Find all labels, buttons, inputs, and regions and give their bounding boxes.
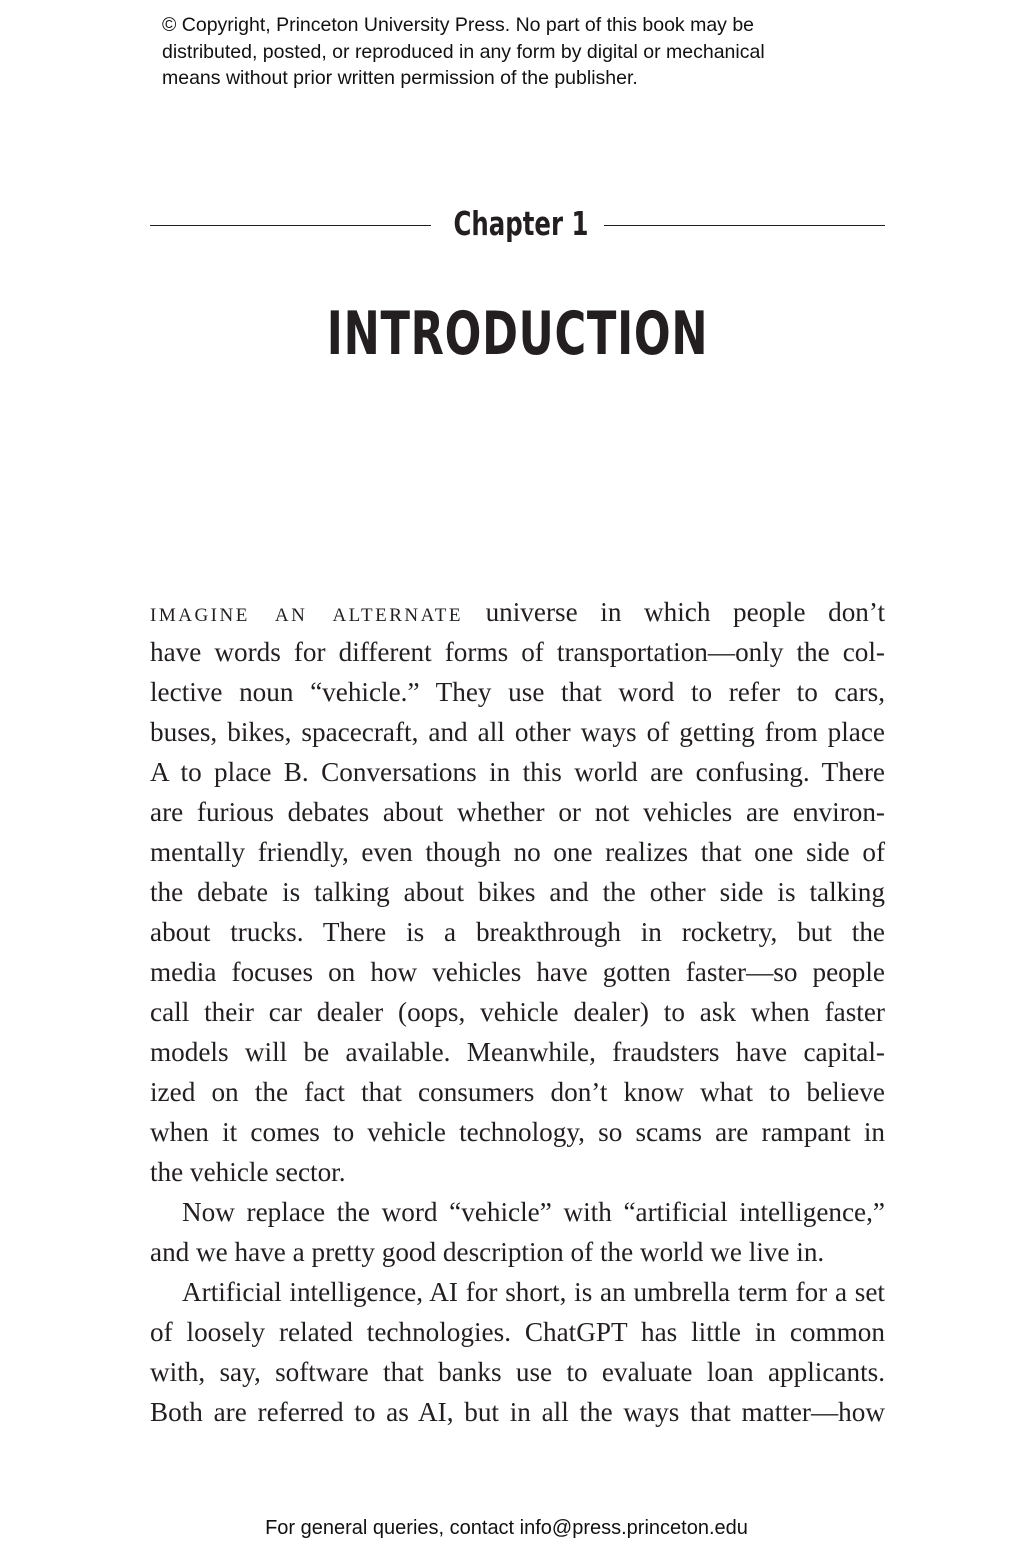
paragraph-line: Artificial intelligence, AI for short, is an umbrella term for a set bbox=[182, 1277, 885, 1307]
paragraph-line: Both are referred to as AI, but in all the ways that matter—how bbox=[150, 1397, 885, 1427]
paragraph-line bbox=[150, 592, 885, 632]
paragraph-3 bbox=[150, 1272, 885, 1432]
paragraph-line: about trucks. There is a breakthrough in rocketry, but the bbox=[150, 917, 885, 947]
paragraph-line: have words for different forms of transportation—only the col- bbox=[150, 637, 885, 667]
paragraph-line: A to place B. Conversations in this world are confusing. There bbox=[150, 757, 885, 787]
lead-in-small-caps: imagine an alternate bbox=[150, 597, 463, 627]
chapter-body bbox=[150, 592, 885, 1432]
paragraph-line: Now replace the word “vehicle” with “artificial intelligence,” bbox=[182, 1197, 885, 1227]
copyright-line: means without prior written permission of the publisher. bbox=[162, 67, 638, 89]
chapter-rule-right bbox=[604, 225, 885, 226]
paragraph-line: lective noun “vehicle.” They use that word to refer to cars, bbox=[150, 677, 885, 707]
chapter-title: INTRODUCTION bbox=[326, 299, 709, 369]
paragraph-line: media focuses on how vehicles have gotten faster—so people bbox=[150, 957, 885, 987]
paragraph-line: when it comes to vehicle technology, so scams are rampant in bbox=[150, 1117, 885, 1147]
paragraph-line: with, say, software that banks use to evaluate loan applicants. bbox=[150, 1357, 885, 1387]
paragraph-2 bbox=[150, 1192, 885, 1272]
footer-contact: For general queries, contact info@press.princeton.edu bbox=[265, 1517, 748, 1539]
paragraph-line: of loosely related technologies. ChatGPT has little in common bbox=[150, 1317, 885, 1347]
chapter-heading bbox=[150, 198, 885, 254]
paragraph-line: the debate is talking about bikes and the other side is talking bbox=[150, 877, 885, 907]
paragraph-line: models will be available. Meanwhile, fraudsters have capital- bbox=[150, 1037, 885, 1067]
copyright-notice bbox=[162, 12, 882, 92]
copyright-line: © Copyright, Princeton University Press. No part of this book may be bbox=[162, 14, 755, 36]
line-text: universe in which people don’t bbox=[462, 597, 885, 627]
chapter-rule-left bbox=[150, 225, 431, 226]
chapter-label: Chapter 1 bbox=[453, 204, 589, 243]
paragraph-line: and we have a pretty good description of the world we live in. bbox=[150, 1237, 825, 1267]
paragraph-line: mentally friendly, even though no one realizes that one side of bbox=[150, 837, 885, 867]
paragraph-line: ized on the fact that consumers don’t know what to believe bbox=[150, 1077, 885, 1107]
paragraph-1 bbox=[150, 592, 885, 1192]
paragraph-line: are furious debates about whether or not vehicles are environ- bbox=[150, 797, 885, 827]
paragraph-line: buses, bikes, spacecraft, and all other ways of getting from place bbox=[150, 717, 885, 747]
paragraph-line: the vehicle sector. bbox=[150, 1157, 346, 1187]
paragraph-line: call their car dealer (oops, vehicle dealer) to ask when faster bbox=[150, 997, 885, 1027]
copyright-line: distributed, posted, or reproduced in any form by digital or mechanical bbox=[162, 40, 765, 63]
